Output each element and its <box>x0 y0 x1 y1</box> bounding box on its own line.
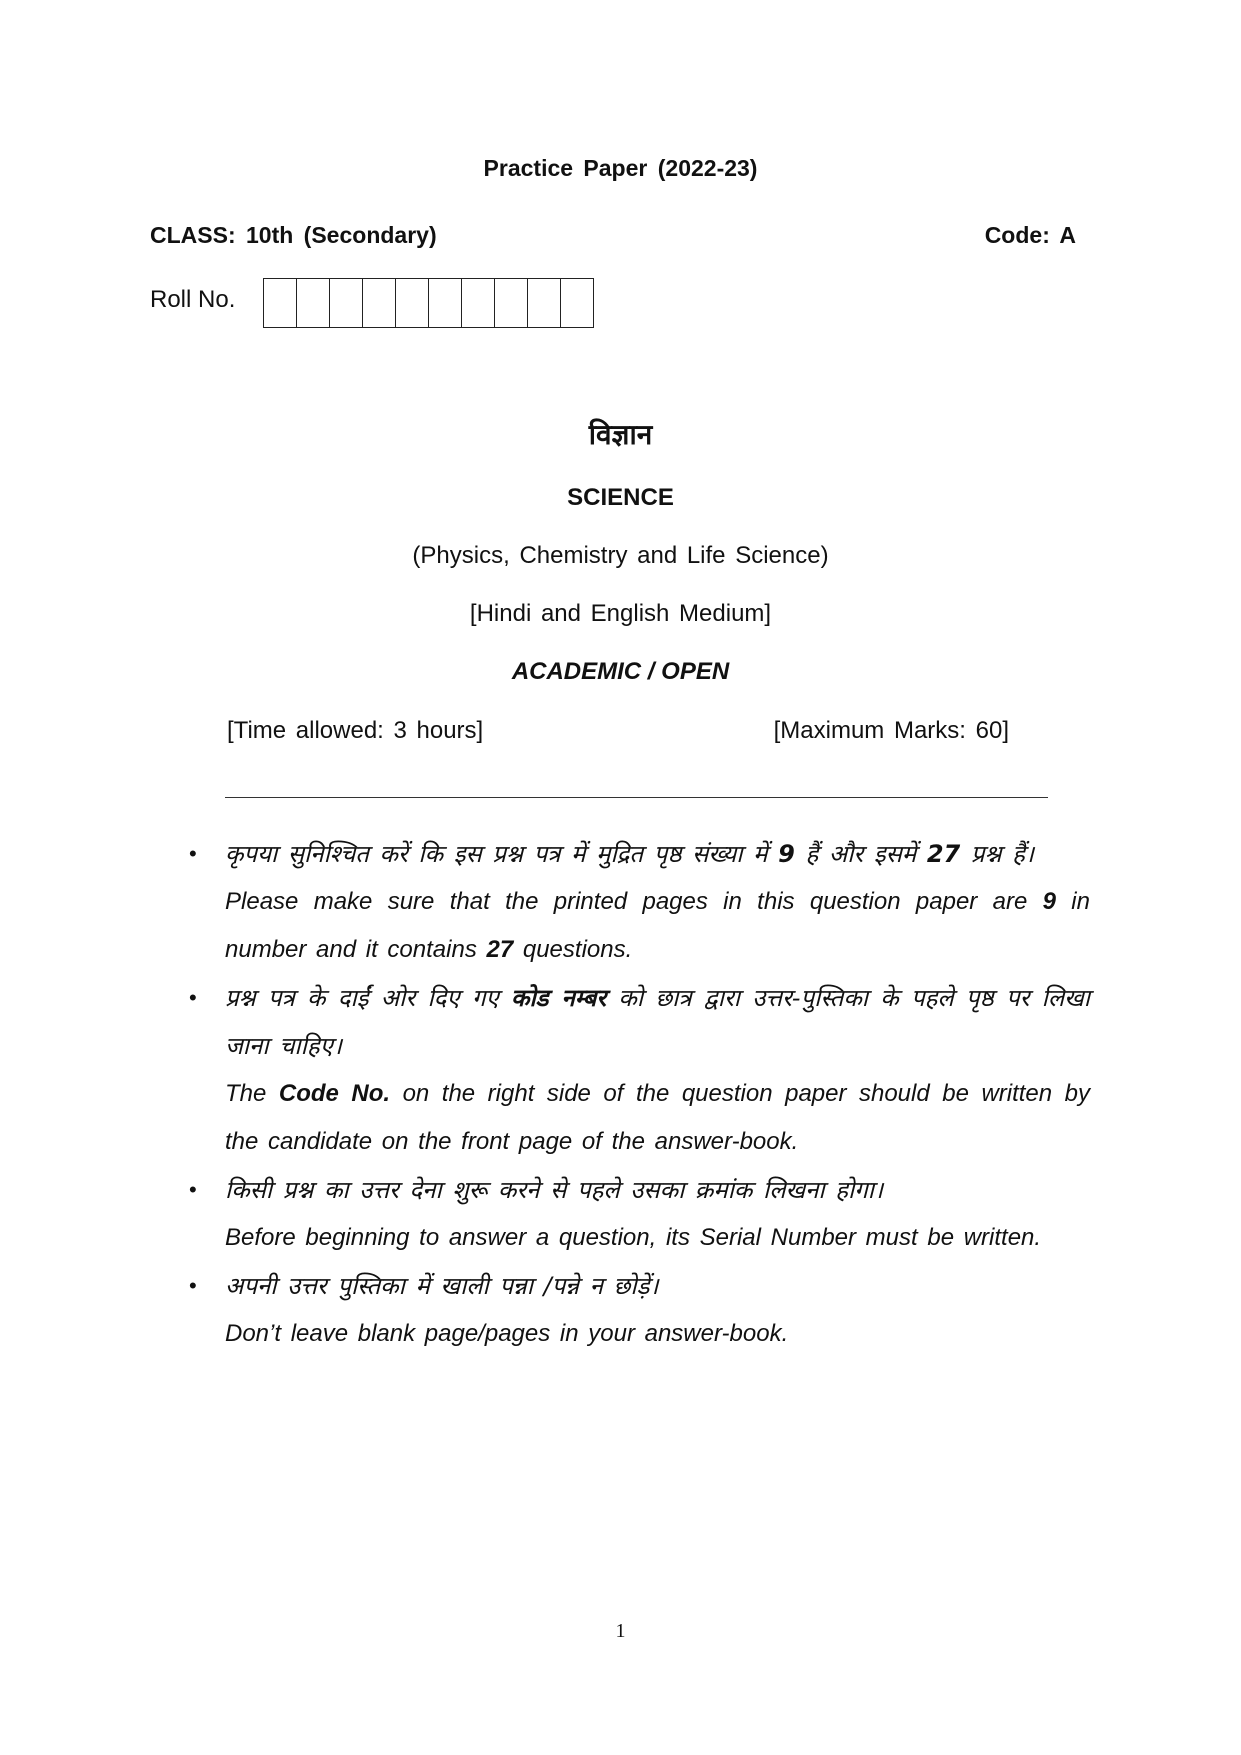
subject-branches: (Physics, Chemistry and Life Science) <box>412 542 829 569</box>
roll-number-box <box>330 279 363 327</box>
instruction-item <box>185 830 1090 974</box>
instruction-hindi: कृपया सुनिश्चित करें कि इस प्रश्न पत्र में मुद्रित पृष्ठ संख्या में 9 हैं और इसमें 27 प्रश्न हैं। <box>225 840 1034 868</box>
roll-number-label: Roll No. <box>150 286 236 313</box>
roll-number-box <box>363 279 396 327</box>
instruction-hindi: अपनी उत्तर पुस्तिका में खाली पन्ना /पन्ने न छोड़ें। <box>225 1272 659 1300</box>
divider <box>225 797 1048 798</box>
instruction-english: Before beginning to answer a question, its Serial Number must be written. <box>225 1224 1042 1251</box>
instruction-item <box>185 1262 1090 1358</box>
roll-number-boxes <box>263 278 594 328</box>
time-allowed: [Time allowed: 3 hours] <box>227 717 484 744</box>
instruction-item <box>185 1166 1090 1262</box>
roll-number-box <box>528 279 561 327</box>
bullet-icon: • <box>189 841 197 866</box>
class-label: CLASS: 10th (Secondary) <box>150 222 437 248</box>
instructions-list <box>185 830 1090 1358</box>
roll-number-box <box>462 279 495 327</box>
instruction-item <box>185 974 1090 1166</box>
code-label: Code: A <box>984 222 1076 248</box>
exam-medium: [Hindi and English Medium] <box>469 600 772 627</box>
instruction-english: The Code No. on the right side of the question paper should be written by the candidate on the front page of the answer-book. <box>225 1080 1090 1155</box>
roll-number-box <box>429 279 462 327</box>
exam-stream: ACADEMIC / OPEN <box>511 658 730 685</box>
maximum-marks: [Maximum Marks: 60] <box>773 717 1009 744</box>
instruction-english: Don’t leave blank page/pages in your answer-book. <box>225 1320 789 1347</box>
bullet-icon: • <box>189 1273 197 1298</box>
roll-number-box <box>561 279 593 327</box>
page-number: 1 <box>615 1620 626 1642</box>
bullet-icon: • <box>189 985 197 1010</box>
subject-title-hindi: विज्ञान <box>588 418 653 451</box>
instruction-hindi: प्रश्न पत्र के दाईं ओर दिए गए कोड नम्बर को छात्र द्वारा उत्तर-पुस्तिका के पहले पृष्ठ पर लिखा जाना चाहिए। <box>225 984 1091 1060</box>
paper-title: Practice Paper (2022-23) <box>483 155 758 181</box>
roll-number-box <box>495 279 528 327</box>
bullet-icon: • <box>189 1177 197 1202</box>
roll-number-box <box>264 279 297 327</box>
roll-number-box <box>396 279 429 327</box>
instruction-hindi: किसी प्रश्न का उत्तर देना शुरू करने से पहले उसका क्रमांक लिखना होगा। <box>225 1176 884 1204</box>
instruction-english: Please make sure that the printed pages in this question paper are 9 in number and it contains 27 questions. <box>225 888 1090 963</box>
roll-number-box <box>297 279 330 327</box>
subject-title: SCIENCE <box>567 484 674 511</box>
